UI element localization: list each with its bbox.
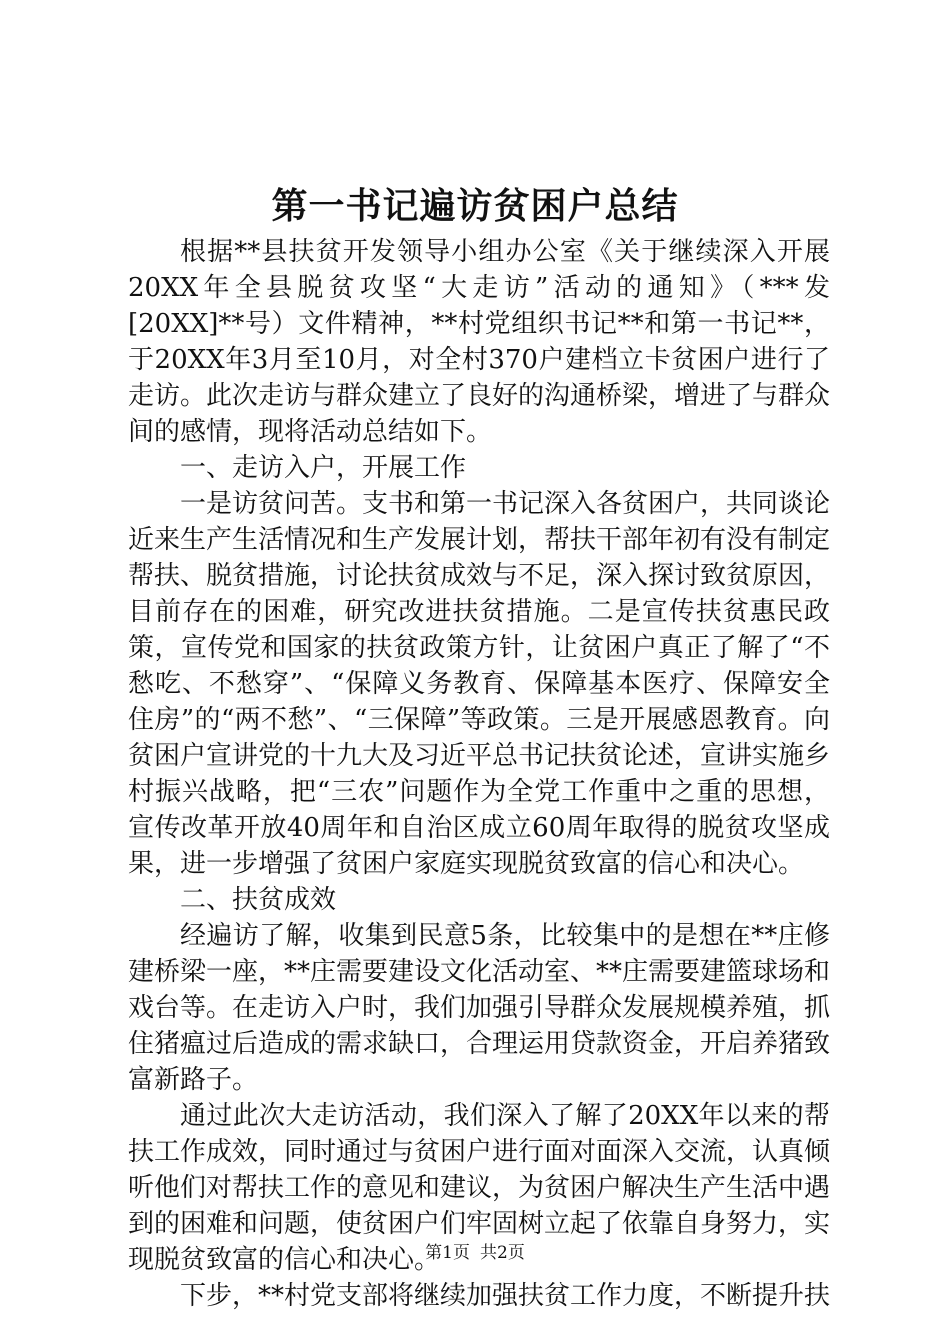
paragraph-results: 经遍访了解，收集到民意5条，比较集中的是想在**庄修建桥梁一座，**庄需要建设文化活动室、**庄需要建篮球场和戏台等。在走访入户时，我们加强引导群众发展规模养殖，抓住猪瘟过后造成的需求缺口，合理运用贷款资金，开启养猪致富新路子。 [128,921,831,1095]
paragraph-next-steps: 下步，**村党支部将继续加强扶贫工作力度，不断提升扶 [180,1281,831,1311]
page-footer [0,1241,950,1265]
page-total: 共2页 [480,1243,525,1263]
paragraph-outcomes: 通过此次大走访活动，我们深入了解了20XX年以来的帮扶工作成效，同时通过与贫困户进行面对面深入交流，认真倾听他们对帮扶工作的意见和建议，为贫困户解决生产生活中遇到的困难和问题，使贫困户们牢固树立起了依靠自身努力，实现脱贫致富的信心和决心。 [128,1101,831,1275]
page-number: 第1页 [425,1243,470,1263]
paragraph-intro: 根据**县扶贫开发领导小组办公室《关于继续深入开展20XX年全县脱贫攻坚“大走访”活动的通知》（***发[20XX]**号）文件精神，**村党组织书记**和第一书记**，于20XX年3月至10月，对全村370户建档立卡贫困户进行了走访。此次走访与群众建立了良好的沟通桥梁，增进了与群众间的感情，现将活动总结如下。 [128,237,831,447]
document-body [128,234,830,1314]
paragraph-visit-details: 一是访贫问苦。支书和第一书记深入各贫困户，共同谈论近来生产生活情况和生产发展计划，帮扶干部年初有没有制定帮扶、脱贫措施，讨论扶贫成效与不足，深入探讨致贫原因，目前存在的困难，研究改进扶贫措施。二是宣传扶贫惠民政策，宣传党和国家的扶贫政策方针，让贫困户真正了解了“不愁吃、不愁穿”、“保障义务教育、保障基本医疗、保障安全住房”的“两不愁”、“三保障”等政策。三是开展感恩教育。向贫困户宣讲党的十九大及习近平总书记扶贫论述，宣讲实施乡村振兴战略，把“三农”问题作为全党工作重中之重的思想，宣传改革开放40周年和自治区成立60周年取得的脱贫攻坚成果，进一步增强了贫困户家庭实现脱贫致富的信心和决心。 [128,489,831,879]
section-heading-visits: 一、走访入户，开展工作 [180,453,467,483]
section-heading-results: 二、扶贫成效 [180,885,337,915]
document-title: 第一书记遍访贫困户总结 [271,185,679,227]
